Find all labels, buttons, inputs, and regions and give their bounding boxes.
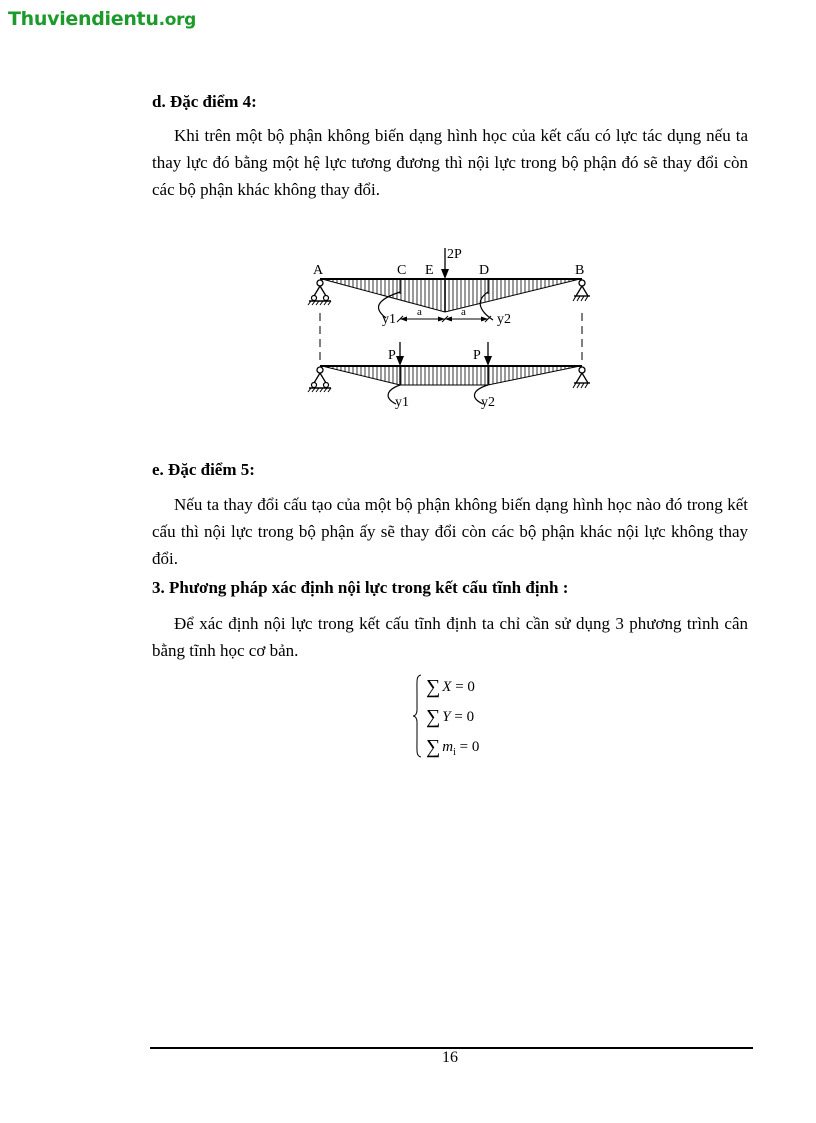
label-p-left: P xyxy=(388,348,396,363)
paragraph-dac-diem-4: Khi trên một bộ phận không biến dạng hình học của kết cấu có lực tác dụng nếu ta thay lực đó bằng một hệ lực tương đương thì nội lực trong bộ phận đó sẽ thay đổi còn các bộ phận khác không thay đổi. xyxy=(152,126,748,199)
label-2p: 2P xyxy=(447,247,462,262)
label-c: C xyxy=(397,263,407,278)
equation-sum-moments: ∑ $m_i = 0$ xyxy=(426,736,480,758)
label-a: A xyxy=(313,263,324,278)
label-p-right: P xyxy=(473,348,481,363)
load-arrow-p-left xyxy=(396,342,404,366)
paragraph-dac-diem-5: Nếu ta thay đổi cấu tạo của một bộ phận không biến dạng hình học nào đó trong kết cấu thì nội lực trong bộ phận ấy sẽ thay đổi còn các bộ phận khác nội lực không thay đổi. xyxy=(152,495,748,568)
heading-dac-diem-4: d. Đặc điểm 4: xyxy=(152,92,257,111)
support-b-icon xyxy=(573,280,590,301)
brace-icon xyxy=(412,674,422,758)
top-moment-diagram xyxy=(322,279,580,312)
label-b: B xyxy=(575,263,585,278)
heading-phuong-phap: 3. Phương pháp xác định nội lực trong kết cấu tĩnh định : xyxy=(152,578,569,597)
beam-diagram xyxy=(300,238,600,413)
equation-sum-y: ∑ Y = 0 xyxy=(426,706,475,728)
label-y1-top: y1 xyxy=(382,312,396,327)
paragraph-phuong-phap: Để xác định nội lực trong kết cấu tĩnh định ta chỉ cần sử dụng 3 phương trình cân bằng tĩnh học cơ bản. xyxy=(152,614,748,660)
label-d: D xyxy=(479,263,490,278)
label-y1-bottom: y1 xyxy=(395,395,409,410)
bottom-moment-diagram xyxy=(322,366,580,385)
label-e: E xyxy=(425,263,434,278)
page-number: 16 xyxy=(442,1049,458,1066)
label-y2-bottom: y2 xyxy=(481,395,495,410)
equation-sum-x: ∑ X = 0 xyxy=(426,676,475,698)
label-a-right: a xyxy=(461,306,466,318)
watermark-logo: Thuviendientu.org xyxy=(8,8,197,30)
support-a-bottom-icon xyxy=(308,367,331,392)
load-arrow-p-right xyxy=(484,342,492,366)
dimension-line xyxy=(397,316,491,322)
label-y2-top: y2 xyxy=(497,312,511,327)
support-b-bottom-icon xyxy=(573,367,590,388)
heading-dac-diem-5: e. Đặc điểm 5: xyxy=(152,460,255,479)
support-a-icon xyxy=(308,280,331,305)
label-a-left: a xyxy=(417,306,422,318)
